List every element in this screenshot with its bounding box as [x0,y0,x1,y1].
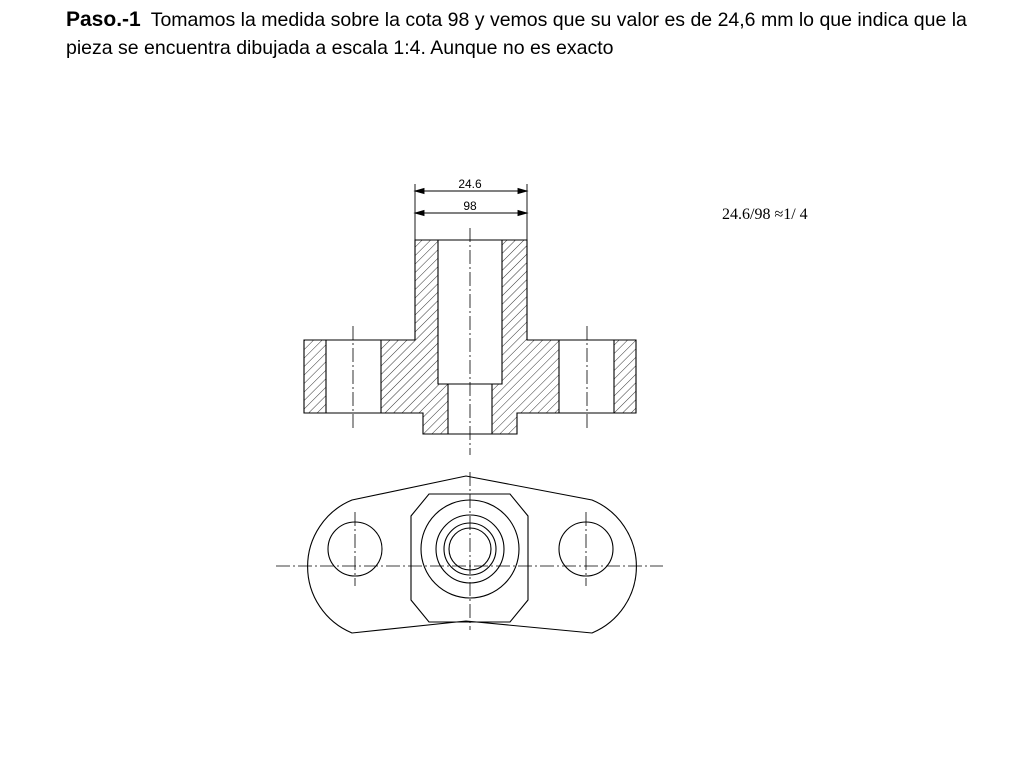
dimension-value-measured: 24.6 [458,177,482,191]
step-description: Tomamos la medida sobre la cota 98 y vemos que su valor es de 24,6 mm lo que indica que la pieza se encuentra dibujada a escala 1:4. Aunque no es exacto [66,9,967,59]
scale-ratio-formula: 24.6/98 ≈1/ 4 [722,206,808,223]
section-view [304,228,636,455]
plan-view [276,472,663,633]
dimension-value-nominal: 98 [463,199,477,213]
step-label: Paso.-1 [66,8,141,31]
